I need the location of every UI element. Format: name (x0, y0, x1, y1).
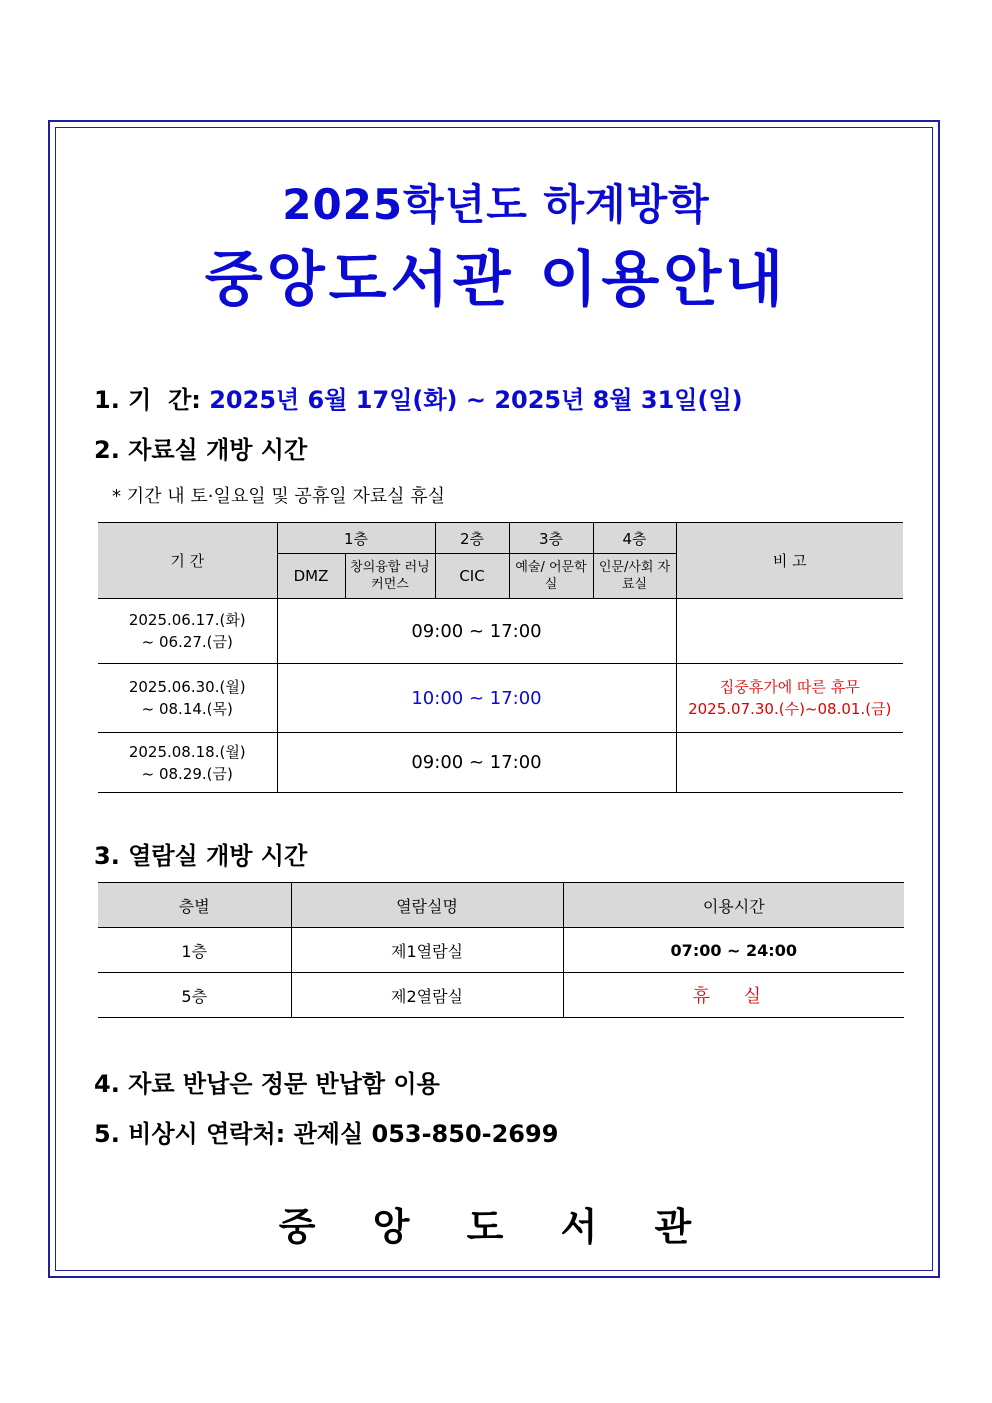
table-row (98, 599, 903, 664)
header-floor-4: 4층 (593, 523, 676, 554)
title-line1: 2025학년도 하계방학 (282, 180, 710, 229)
room-learning-commons: 창의융합 러닝커먼스 (345, 554, 435, 599)
row2-period: 2025.06.30.(월) ~ 08.14.(목) (98, 664, 277, 733)
room-dmz: DMZ (277, 554, 345, 599)
reading-room-hours-table (98, 882, 904, 1018)
header-floor: 층별 (98, 883, 291, 928)
header-hours: 이용시간 (563, 883, 904, 928)
section4-heading: 4. 자료 반납은 정문 반납함 이용 (94, 1070, 440, 1098)
row2-note: 집중휴가에 따른 휴무 2025.07.30.(수)~08.01.(금) (676, 664, 903, 733)
row3-period: 2025.08.18.(월) ~ 08.29.(금) (98, 733, 277, 793)
table-row (98, 664, 903, 733)
section1-period: 2025년 6월 17일(화) ~ 2025년 8월 31일(일) (209, 386, 743, 414)
table-row (98, 928, 904, 973)
header-room-name: 열람실명 (291, 883, 563, 928)
footer-library-name: 중 앙 도 서 관 (278, 1205, 714, 1249)
table-row (98, 973, 904, 1018)
row1-room-name: 제1열람실 (291, 928, 563, 973)
section5-heading: 5. 비상시 연락처: 관제실 053-850-2699 (94, 1120, 559, 1148)
section1-label: 1. 기 간: (94, 386, 201, 414)
row1-period: 2025.06.17.(화) ~ 06.27.(금) (98, 599, 277, 664)
section3-heading: 3. 열람실 개방 시간 (94, 842, 308, 870)
row1-time: 09:00 ~ 17:00 (277, 599, 676, 664)
row3-note (676, 733, 903, 793)
row2-hours-closed: 휴 실 (563, 973, 904, 1018)
row3-time: 09:00 ~ 17:00 (277, 733, 676, 793)
row2-room-name: 제2열람실 (291, 973, 563, 1018)
section2-heading: 2. 자료실 개방 시간 (94, 436, 308, 464)
header-floor-3: 3층 (509, 523, 593, 554)
room-arts-language: 예술/ 어문학실 (509, 554, 593, 599)
title-line2: 중앙도서관 이용안내 (204, 245, 788, 315)
header-note: 비 고 (676, 523, 903, 599)
section1-heading (94, 380, 743, 415)
header-floor-1: 1층 (277, 523, 435, 554)
closure-note: * 기간 내 토·일요일 및 공휴일 자료실 휴실 (112, 486, 445, 507)
header-period: 기 간 (98, 523, 277, 599)
row2-time: 10:00 ~ 17:00 (277, 664, 676, 733)
room-humanities-social: 인문/사회 자료실 (593, 554, 676, 599)
table-row (98, 733, 903, 793)
row1-note (676, 599, 903, 664)
row2-floor: 5층 (98, 973, 291, 1018)
room-cic: CIC (435, 554, 509, 599)
header-floor-2: 2층 (435, 523, 509, 554)
row1-hours: 07:00 ~ 24:00 (563, 928, 904, 973)
reference-room-hours-table (98, 522, 903, 793)
row1-floor: 1층 (98, 928, 291, 973)
